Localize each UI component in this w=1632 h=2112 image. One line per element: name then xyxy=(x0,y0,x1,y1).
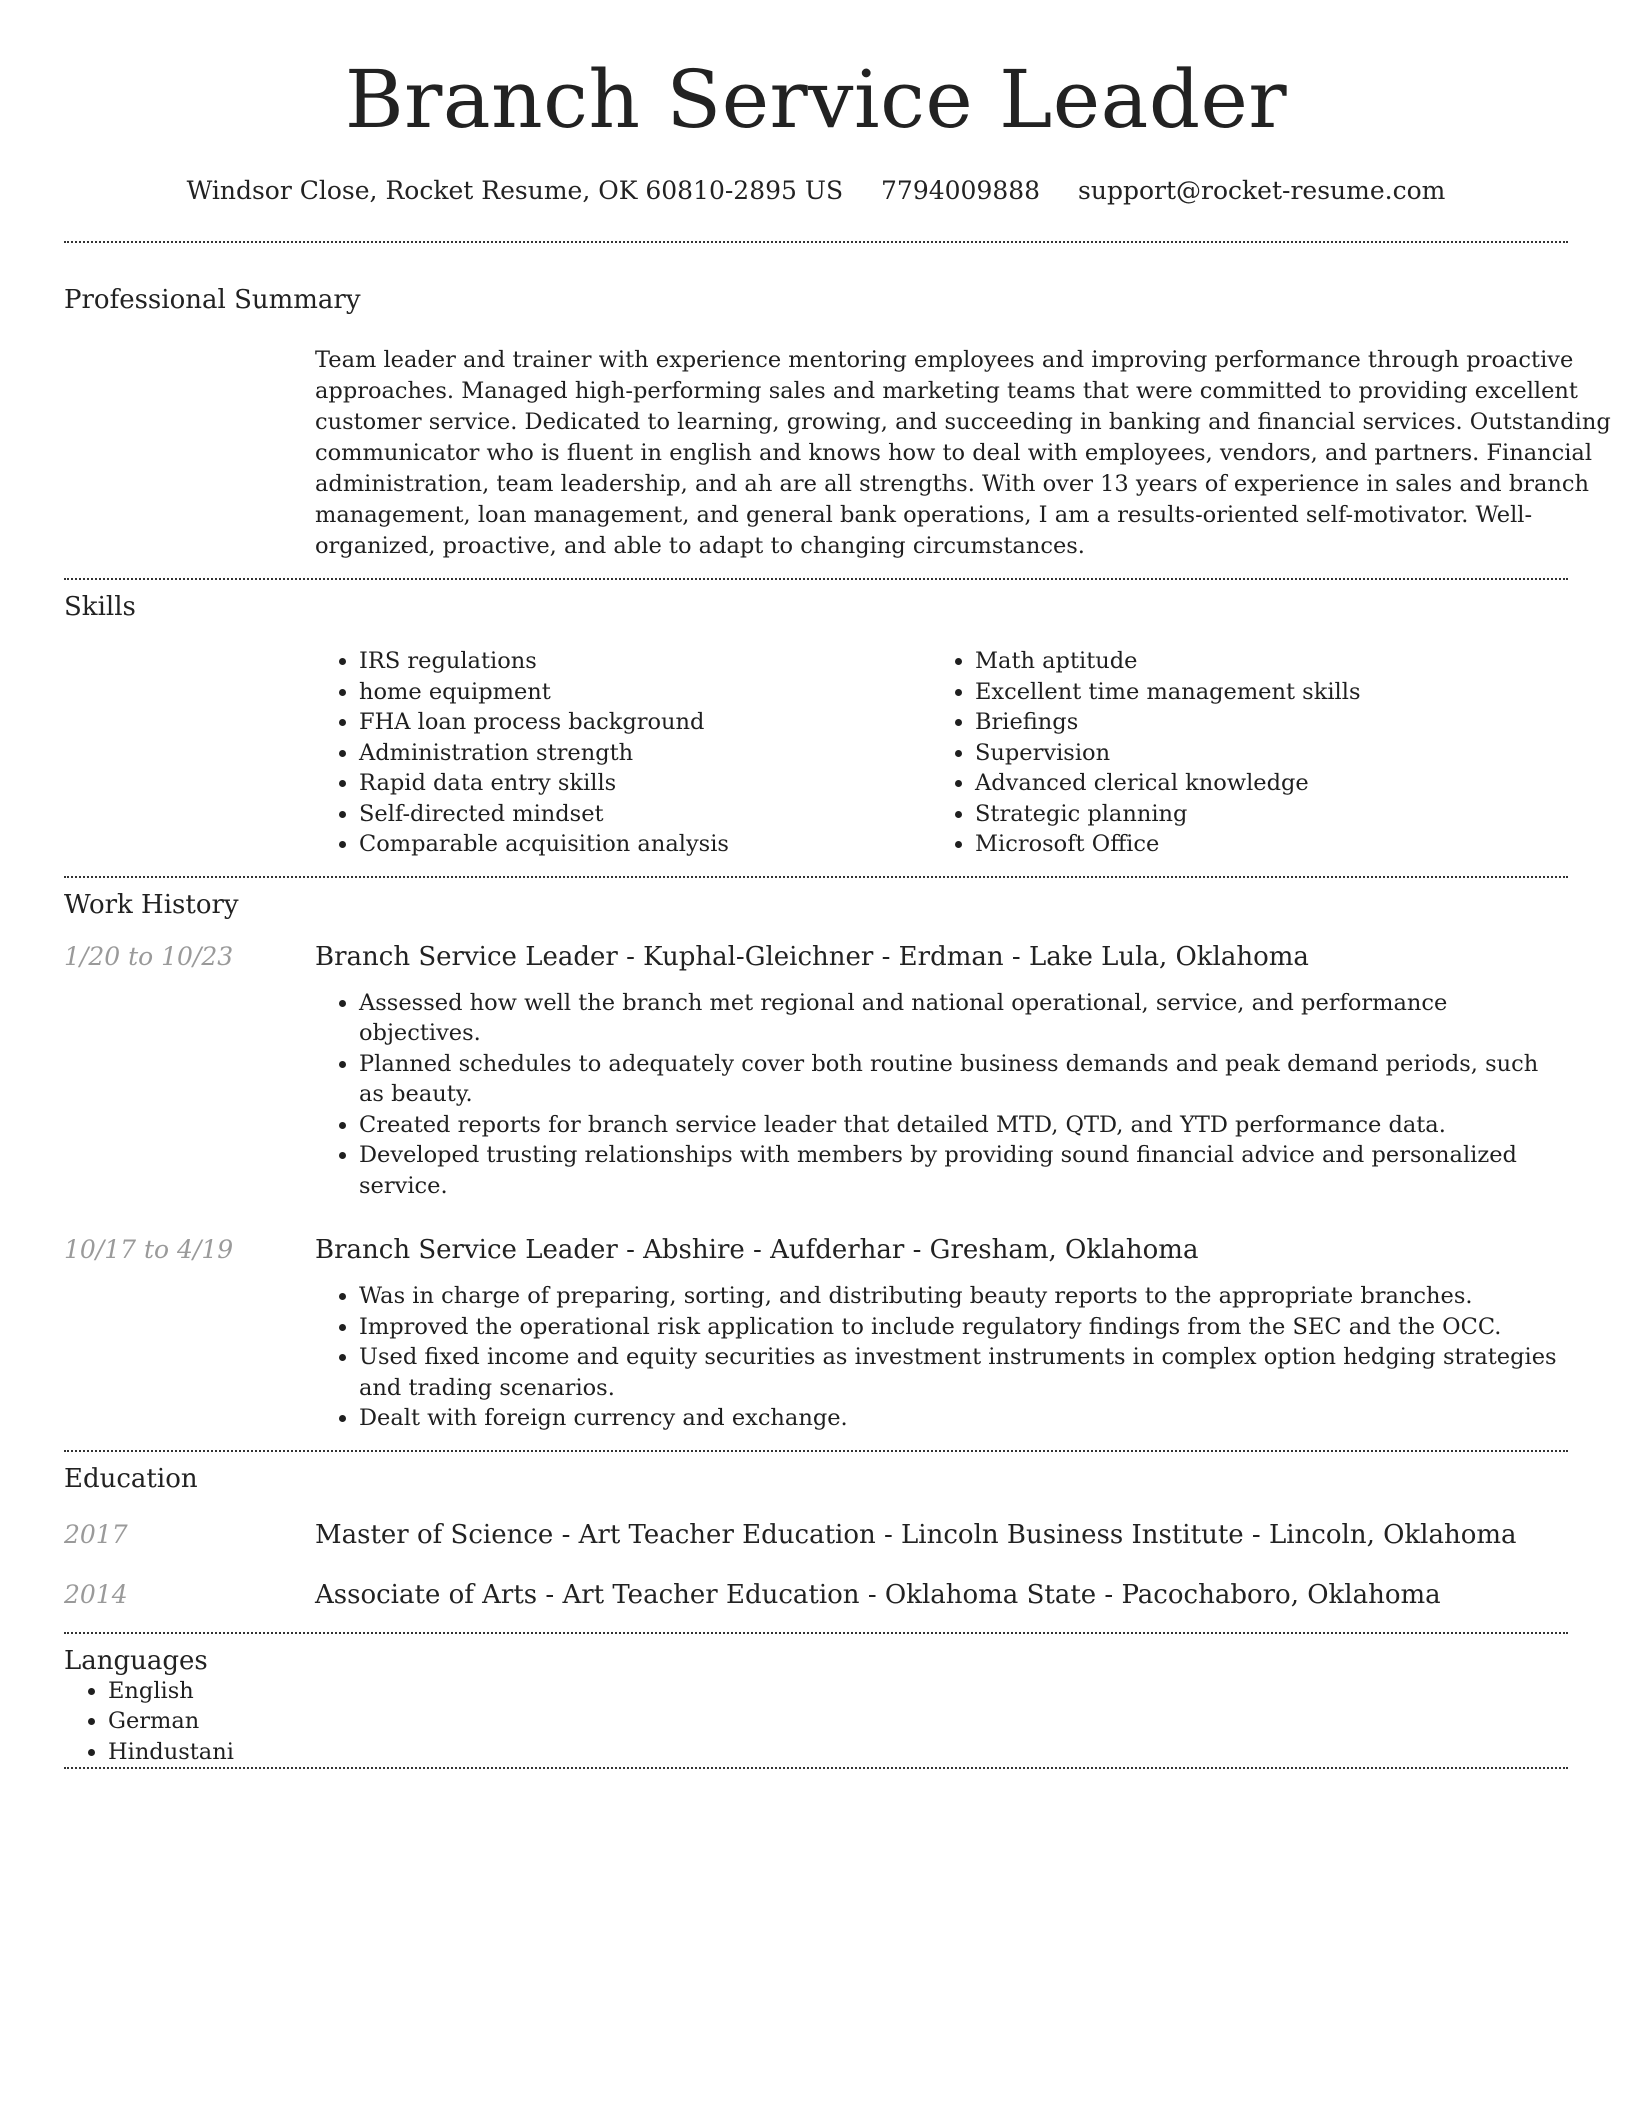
job-bullet: • Assessed how well the branch met regional and national operational, service, and performance objectives. xyxy=(359,988,1568,1049)
job-dates: 1/20 to 10/23 xyxy=(64,941,234,971)
job-bullet: • Was in charge of preparing, sorting, and distributing beauty reports to the appropriate branches. xyxy=(359,1281,1568,1312)
work-heading: Work History xyxy=(64,889,239,920)
language-item: • Hindustani xyxy=(108,1737,1568,1768)
education-year: 2014 xyxy=(64,1579,128,1609)
education-entry xyxy=(64,1580,1568,1610)
skill-item: • FHA loan process background xyxy=(359,707,931,738)
section-divider xyxy=(64,1767,1568,1769)
languages-heading: Languages xyxy=(64,1645,208,1676)
skills-section xyxy=(64,580,1568,860)
skill-item: • Comparable acquisition analysis xyxy=(359,829,931,860)
skill-item: • Math aptitude xyxy=(975,646,1547,677)
skill-item: • Strategic planning xyxy=(975,799,1547,830)
languages-list xyxy=(64,1676,1568,1768)
education-heading-text: Master of Science - Art Teacher Education - Lincoln Business Institute - Lincoln, Oklahoma xyxy=(315,1519,1517,1550)
language-item: • English xyxy=(108,1676,1568,1707)
summary-heading: Professional Summary xyxy=(64,285,361,315)
skills-heading: Skills xyxy=(64,592,136,622)
job-bullet: • Improved the operational risk application to include regulatory findings from the SEC and the OCC. xyxy=(359,1312,1568,1343)
contact-address: Windsor Close, Rocket Resume, OK 60810-2895 US xyxy=(186,176,844,205)
summary-text: Team leader and trainer with experience mentoring employees and improving performance through proactive approaches. Managed high-performing sales and marketing teams that were committed to providing excellent customer service. Dedicated to learning, growing, and succeeding in banking and financial services. Outstanding communicator who is fluent in english and knows how to deal with employees, vendors, and partners. Financial administration, team leadership, and ah are all strengths. With over 13 years of experience in sales and branch management, loan management, and general bank operations, I am a results-oriented self-motivator. Well-organized, proactive, and able to adapt to changing circumstances. xyxy=(315,347,1611,559)
contact-phone: 7794009888 xyxy=(881,176,1041,205)
skills-grid xyxy=(315,646,1568,860)
job-bullet: • Planned schedules to adequately cover both routine business demands and peak demand periods, such as beauty. xyxy=(359,1049,1568,1110)
job-entry xyxy=(64,1235,1568,1434)
skill-item: • Advanced clerical knowledge xyxy=(975,768,1547,799)
work-section xyxy=(64,878,1568,1450)
summary-section xyxy=(64,243,1611,562)
education-heading: Education xyxy=(64,1463,198,1494)
job-heading: Branch Service Leader - Kuphal-Gleichner - Erdman - Lake Lula, Oklahoma xyxy=(315,941,1309,972)
skill-item: • Administration strength xyxy=(359,738,931,769)
education-heading-text: Associate of Arts - Art Teacher Education - Oklahoma State - Pacochaboro, Oklahoma xyxy=(315,1579,1441,1610)
contact-info xyxy=(64,176,1568,205)
skills-column-left xyxy=(315,646,931,860)
education-entry xyxy=(64,1520,1568,1550)
education-section xyxy=(64,1452,1568,1632)
language-item: • German xyxy=(108,1706,1568,1737)
skill-item: • Excellent time management skills xyxy=(975,677,1547,708)
job-entry xyxy=(64,942,1568,1202)
education-year: 2017 xyxy=(64,1519,128,1549)
skills-column-right xyxy=(931,646,1547,860)
job-bullet: • Used fixed income and equity securities as investment instruments in complex option hedging strategies and trading scenarios. xyxy=(359,1342,1568,1403)
skill-item: • Briefings xyxy=(975,707,1547,738)
languages-section xyxy=(64,1634,1568,1768)
skill-item: • Rapid data entry skills xyxy=(359,768,931,799)
skill-item: • Microsoft Office xyxy=(975,829,1547,860)
skill-item: • home equipment xyxy=(359,677,931,708)
resume-name: Branch Service Leader xyxy=(344,53,1288,146)
skill-item: • Self-directed mindset xyxy=(359,799,931,830)
job-bullet: • Dealt with foreign currency and exchange. xyxy=(359,1403,1568,1434)
skill-item: • IRS regulations xyxy=(359,646,931,677)
skill-item: • Supervision xyxy=(975,738,1547,769)
job-bullet: • Developed trusting relationships with members by providing sound financial advice and personalized service. xyxy=(359,1140,1568,1201)
contact-email: support@rocket-resume.com xyxy=(1078,176,1446,205)
job-heading: Branch Service Leader - Abshire - Aufderhar - Gresham, Oklahoma xyxy=(315,1235,1199,1265)
job-bullet: • Created reports for branch service leader that detailed MTD, QTD, and YTD performance data. xyxy=(359,1110,1568,1141)
job-dates: 10/17 to 4/19 xyxy=(64,1235,234,1264)
